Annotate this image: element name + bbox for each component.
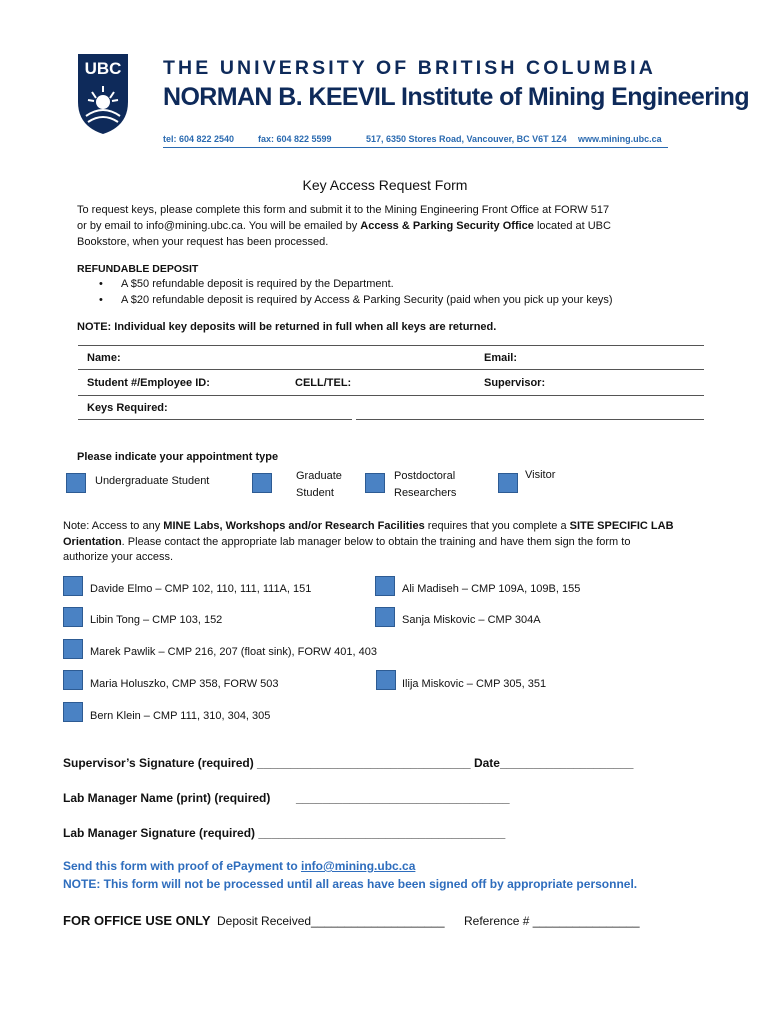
postdoc-checkbox[interactable] bbox=[365, 473, 385, 493]
holuszko-checkbox[interactable] bbox=[63, 670, 83, 690]
visitor-label: Visitor bbox=[525, 469, 556, 481]
access-note-line-1: Note: Access to any MINE Labs, Workshops and/or Research Facilities requires that you complete a SITE SPECIFIC LAB bbox=[63, 520, 674, 532]
ubc-logo bbox=[76, 52, 130, 136]
elmo-checkbox[interactable] bbox=[63, 576, 83, 596]
elmo-label: Davide Elmo – CMP 102, 110, 111, 111A, 151 bbox=[90, 583, 312, 595]
sanja-miskovic-checkbox[interactable] bbox=[375, 607, 395, 627]
institute-name: NORMAN B. KEEVIL Institute of Mining Engineering bbox=[163, 83, 750, 111]
intro-line-3: Bookstore, when your request has been processed. bbox=[77, 236, 329, 248]
lab-manager-name-line[interactable]: ________________________________ bbox=[296, 791, 510, 805]
lab-manager-name-label: Lab Manager Name (print) (required) bbox=[63, 791, 271, 805]
supervisor-signature-line[interactable]: Supervisor’s Signature (required) ________________________________ Date____________________ bbox=[63, 756, 634, 770]
klein-checkbox[interactable] bbox=[63, 702, 83, 722]
field-top-line bbox=[78, 345, 704, 346]
contact-tel: tel: 604 822 2540 bbox=[163, 134, 235, 144]
svg-text:UBC: UBC bbox=[84, 59, 122, 78]
contact-website[interactable]: www.mining.ubc.ca bbox=[578, 134, 662, 144]
lab-manager-signature-line[interactable]: Lab Manager Signature (required) _____________________________________ bbox=[63, 826, 506, 840]
ilija-miskovic-label: Ilija Miskovic – CMP 305, 351 bbox=[402, 678, 547, 690]
tong-checkbox[interactable] bbox=[63, 607, 83, 627]
info-email-link[interactable]: info@mining.ubc.ca bbox=[301, 859, 416, 873]
grad-label-2: Student bbox=[296, 487, 334, 499]
visitor-checkbox[interactable] bbox=[498, 473, 518, 493]
keys-line-right[interactable] bbox=[356, 419, 704, 420]
intro-line-2: or by email to info@mining.ubc.ca. You will be emailed by Access & Parking Security Office located at UBC bbox=[77, 220, 611, 232]
deposit-bullet-1: • A $50 refundable deposit is required by the Department. bbox=[121, 276, 394, 292]
postdoc-label-1: Postdoctoral bbox=[394, 470, 456, 482]
header-divider bbox=[163, 147, 668, 148]
form-title: Key Access Request Form bbox=[302, 177, 468, 193]
send-instruction: Send this form with proof of ePayment to info@mining.ubc.ca bbox=[63, 859, 416, 873]
supervisor-label: Supervisor: bbox=[484, 377, 546, 389]
reference-number-field[interactable]: Reference # ________________ bbox=[464, 914, 640, 928]
email-label: Email: bbox=[484, 352, 518, 364]
cell-label: CELL/TEL: bbox=[295, 377, 352, 389]
office-use-label: FOR OFFICE USE ONLY bbox=[63, 913, 211, 928]
intro-line-1: To request keys, please complete this form and submit it to the Mining Engineering Front Office at FORW 517 bbox=[77, 204, 610, 216]
madiseh-label: Ali Madiseh – CMP 109A, 109B, 155 bbox=[402, 583, 581, 595]
name-label: Name: bbox=[87, 352, 121, 364]
keys-line-left[interactable] bbox=[78, 419, 352, 420]
klein-label: Bern Klein – CMP 111, 310, 304, 305 bbox=[90, 710, 271, 722]
contact-fax: fax: 604 822 5599 bbox=[258, 134, 332, 144]
university-name: THE UNIVERSITY OF BRITISH COLUMBIA bbox=[163, 57, 656, 79]
appointment-heading: Please indicate your appointment type bbox=[77, 451, 279, 463]
grad-label-1: Graduate bbox=[296, 470, 342, 482]
keys-required-label: Keys Required: bbox=[87, 402, 168, 414]
undergrad-label: Undergraduate Student bbox=[95, 475, 210, 487]
access-note-line-3: authorize your access. bbox=[63, 551, 174, 563]
sanja-miskovic-label: Sanja Miskovic – CMP 304A bbox=[402, 614, 541, 626]
deposit-heading: REFUNDABLE DEPOSIT bbox=[77, 263, 199, 275]
undergrad-checkbox[interactable] bbox=[66, 473, 86, 493]
access-note-line-2: Orientation. Please contact the appropriate lab manager below to obtain the training and have them sign the form to bbox=[63, 536, 631, 548]
ilija-miskovic-checkbox[interactable] bbox=[376, 670, 396, 690]
grad-checkbox[interactable] bbox=[252, 473, 272, 493]
deposit-note: NOTE: Individual key deposits will be returned in full when all keys are returned. bbox=[77, 321, 497, 333]
pawlik-checkbox[interactable] bbox=[63, 639, 83, 659]
processing-note: NOTE: This form will not be processed until all areas have been signed off by appropriate personnel. bbox=[63, 877, 638, 891]
contact-address: 517, 6350 Stores Road, Vancouver, BC V6T 1Z4 bbox=[366, 134, 567, 144]
pawlik-label: Marek Pawlik – CMP 216, 207 (float sink), FORW 401, 403 bbox=[90, 646, 377, 658]
deposit-bullet-2: • A $20 refundable deposit is required by Access & Parking Security (paid when you pick up your keys) bbox=[121, 292, 613, 308]
id-line[interactable] bbox=[78, 395, 704, 396]
student-id-label: Student #/Employee ID: bbox=[87, 377, 210, 389]
deposit-received-field[interactable]: Deposit Received____________________ bbox=[217, 914, 445, 928]
madiseh-checkbox[interactable] bbox=[375, 576, 395, 596]
holuszko-label: Maria Holuszko, CMP 358, FORW 503 bbox=[90, 678, 279, 690]
tong-label: Libin Tong – CMP 103, 152 bbox=[90, 614, 223, 626]
postdoc-label-2: Researchers bbox=[394, 487, 457, 499]
name-line[interactable] bbox=[78, 369, 704, 370]
